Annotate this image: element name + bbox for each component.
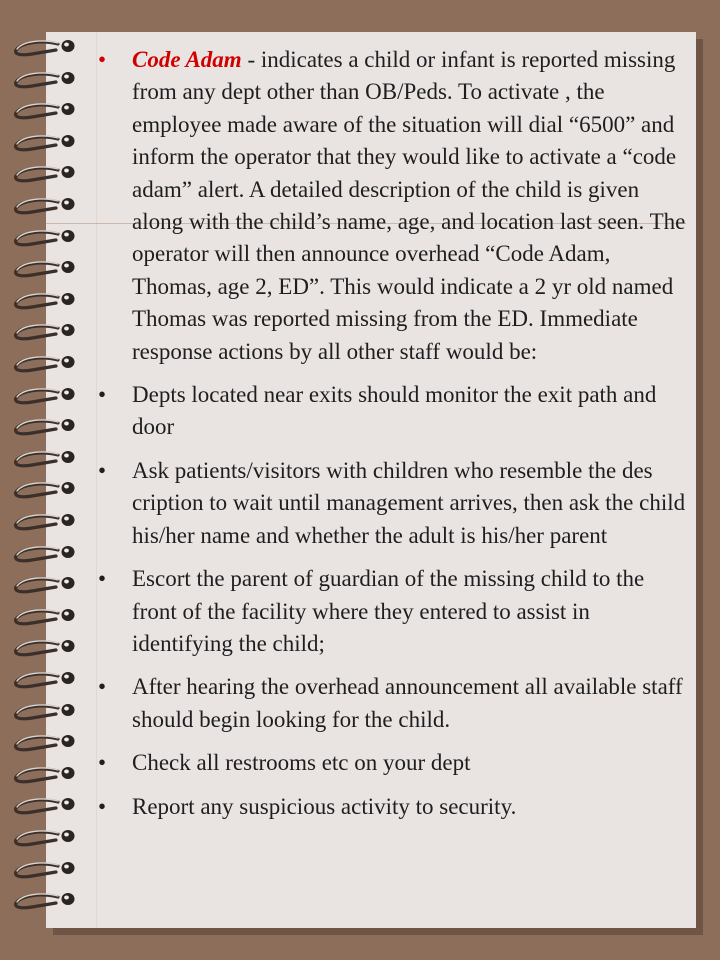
spiral-ring-icon — [12, 856, 82, 882]
spiral-ring-icon — [12, 255, 82, 281]
list-item — [98, 379, 688, 444]
spiral-ring-icon — [12, 445, 82, 471]
bullet-icon: • — [98, 674, 107, 700]
spiral-ring-icon — [12, 224, 82, 250]
list-item-text: Check all restrooms etc on your dept — [132, 750, 471, 776]
spiral-ring-icon — [12, 792, 82, 818]
slide-content — [98, 44, 688, 834]
spiral-ring-icon — [12, 887, 82, 913]
list-item-text: After hearing the overhead announcement all available staff should begin looking for the child. — [132, 674, 683, 732]
bullet-icon: • — [98, 47, 107, 72]
bullet-list — [98, 44, 688, 823]
bullet-icon: • — [98, 382, 107, 408]
list-item — [98, 791, 688, 823]
list-item-code-adam — [98, 44, 688, 368]
bullet-icon: • — [98, 750, 107, 776]
spiral-ring-icon — [12, 192, 82, 218]
spiral-ring-icon — [12, 97, 82, 123]
list-item-text: Escort the parent of guardian of the missing child to the front of the facility where they entered to assist in identifying the child; — [132, 566, 645, 656]
spiral-ring-icon — [12, 318, 82, 344]
list-item — [98, 747, 688, 779]
spiral-ring-icon — [12, 160, 82, 186]
list-item-text: Depts located near exits should monitor the exit path and door — [132, 382, 657, 440]
spiral-ring-icon — [12, 824, 82, 850]
spiral-ring-icon — [12, 129, 82, 155]
bullet-icon: • — [98, 457, 107, 483]
list-item — [98, 563, 688, 660]
spiral-ring-icon — [12, 350, 82, 376]
spiral-ring-icon — [12, 66, 82, 92]
spiral-ring-icon — [12, 540, 82, 566]
spiral-ring-icon — [12, 761, 82, 787]
spiral-ring-icon — [12, 34, 82, 60]
spiral-ring-icon — [12, 729, 82, 755]
spiral-ring-icon — [12, 287, 82, 313]
list-item-text: Report any suspicious activity to security. — [132, 793, 517, 819]
spiral-ring-icon — [12, 382, 82, 408]
spiral-ring-icon — [12, 571, 82, 597]
spiral-ring-icon — [12, 698, 82, 724]
spiral-ring-icon — [12, 603, 82, 629]
bullet-icon: • — [98, 566, 107, 592]
bullet-icon: • — [98, 793, 107, 819]
margin-line — [96, 32, 97, 928]
spiral-binding — [0, 32, 90, 928]
spiral-ring-icon — [12, 476, 82, 502]
list-item-text: Ask patients/visitors with children who resemble the des cription to wait until management arrives, then ask the child his/her name and whether the adult is his/her parent — [132, 457, 686, 548]
spiral-ring-icon — [12, 666, 82, 692]
list-item — [98, 455, 688, 552]
spiral-ring-icon — [12, 508, 82, 534]
code-adam-description: - indicates a child or infant is reported missing from any dept other than OB/Peds. To activate , the employee made aware of the situation will dial “6500” and inform the operator that they would like to activate a “code adam” alert. A detailed description of the child is given along with the child’s name, age, and location last seen. The operator will then announce overhead “Code Adam, Thomas, age 2, ED”. This would indicate a 2 yr old named Thomas was reported missing from the ED. Immediate response actions by all other staff would be: — [132, 47, 686, 364]
spiral-ring-icon — [12, 413, 82, 439]
code-adam-term: Code Adam — [132, 47, 242, 72]
list-item — [98, 671, 688, 736]
spiral-ring-icon — [12, 634, 82, 660]
